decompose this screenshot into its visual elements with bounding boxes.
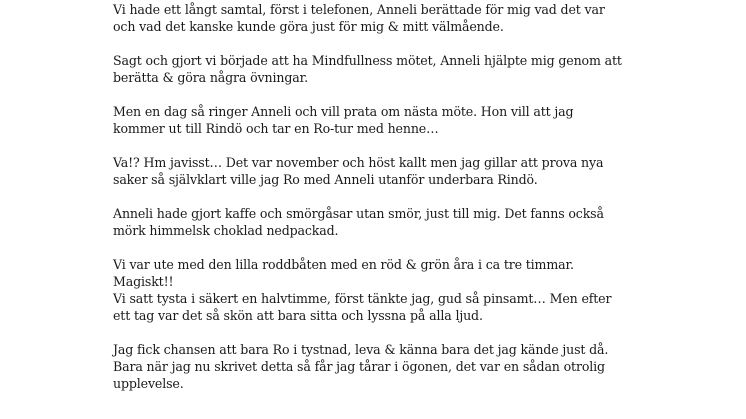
text-line: berätta & göra några övningar. [113, 70, 308, 85]
text-line: mörk himmelsk choklad nedpackad. [113, 223, 339, 238]
text-line: Anneli hade gjort kaffe och smörgåsar utan smör, just till mig. Det fanns också [113, 206, 604, 221]
text-line: Vi satt tysta i säkert en halvtimme, först tänkte jag, gud så pinsamt… Men efter [113, 291, 612, 306]
paragraph-coffee [113, 205, 673, 239]
text-line: Vi hade ett långt samtal, först i telefonen, Anneli berättade för mig vad det var [113, 2, 605, 17]
paragraph-rowboat [113, 256, 673, 324]
text-line: Va!? Hm javisst… Det var november och höst kallt men jag gillar att prova nya [113, 155, 604, 170]
text-line: saker så självklart ville jag Ro med Anneli utanför underbara Rindö. [113, 172, 538, 187]
paragraph-silence [113, 341, 673, 392]
text-line: Bara när jag nu skrivet detta så får jag tårar i ögonen, det var en sådan otrolig [113, 359, 605, 374]
paragraph-november [113, 154, 673, 188]
text-line: upplevelse. [113, 376, 184, 391]
text-line: Vi var ute med den lilla roddbåten med en röd & grön åra i ca tre timmar. [113, 257, 574, 272]
paragraph-phone-call [113, 1, 673, 35]
text-line: kommer ut till Rindö och tar en Ro-tur med henne… [113, 121, 439, 136]
text-line: Jag fick chansen att bara Ro i tystnad, leva & känna bara det jag kände just då. [113, 342, 609, 357]
text-line: ett tag var det så skön att bara sitta och lyssna på alla ljud. [113, 308, 483, 323]
paragraph-invitation [113, 103, 673, 137]
text-line: och vad det kanske kunde göra just för mig & mitt välmående. [113, 19, 504, 34]
text-line: Sagt och gjort vi började att ha Mindfullness mötet, Anneli hjälpte mig genom att [113, 53, 622, 68]
text-line: Magiskt!! [113, 274, 174, 289]
paragraph-mindfulness [113, 52, 673, 86]
document-body [113, 1, 673, 409]
text-line: Men en dag så ringer Anneli och vill prata om nästa möte. Hon vill att jag [113, 104, 574, 119]
